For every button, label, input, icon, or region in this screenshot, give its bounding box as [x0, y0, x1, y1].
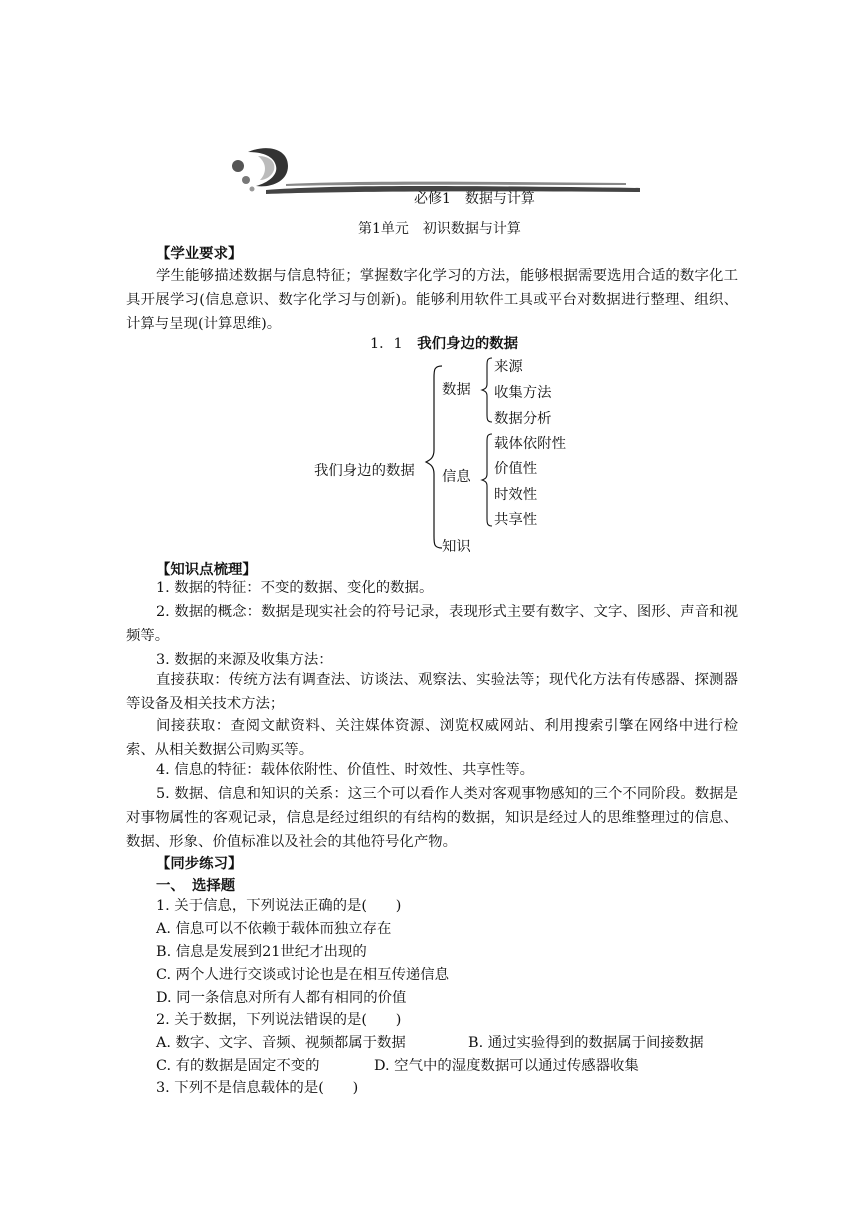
data-brace	[480, 356, 494, 424]
q3-stem: 3. 下列不是信息载体的是( )	[156, 1080, 359, 1096]
requirements-text: 学生能够描述数据与信息特征；掌握数字化学习的方法，能够根据需要选用合适的数字化工具开展学习(信息意识、数字化学习与创新)。能够利用软件工具或平台对数据进行整理、组织、计算与呈现(计算思维)。	[126, 268, 738, 332]
q2-option-b: B. 通过实验得到的数据属于间接数据	[468, 1035, 704, 1051]
info-child-carrier: 载体依附性	[494, 436, 566, 452]
knowledge-item-4: 4. 信息的特征：载体依附性、价值性、时效性、共享性等。	[156, 762, 535, 778]
info-child-value: 价值性	[494, 461, 538, 477]
info-child-sharing: 共享性	[494, 512, 538, 528]
mindmap-root: 我们身边的数据	[314, 463, 415, 479]
q1-option-a: A. 信息可以不依赖于载体而独立存在	[156, 921, 392, 937]
knowledge-item-5: 5. 数据、信息和知识的关系：这三个可以看作人类对客观事物感知的三个不同阶段。数据是对事物属性的客观记录，信息是经过组织的有结构的数据，知识是经过人的思维整理过的信息、数据、形象、价值标准以及社会的其他符号化产物。	[126, 786, 738, 850]
section-title: 我们身边的数据	[417, 336, 519, 352]
course-title: 必修1 数据与计算	[414, 191, 535, 207]
info-child-timeliness: 时效性	[494, 487, 538, 503]
q1-option-d: D. 同一条信息对所有人都有相同的价值	[156, 990, 407, 1006]
branch-information: 信息	[442, 469, 471, 485]
knowledge-item-2: 2. 数据的概念：数据是现实社会的符号记录，表现形式主要有数字、文字、图形、声音和视频等。	[126, 604, 738, 644]
requirements-heading: 【学业要求】	[156, 246, 243, 262]
q2-option-a: A. 数字、文字、音频、视频都属于数据	[156, 1035, 406, 1051]
q2-stem: 2. 关于数据，下列说法错误的是( )	[156, 1012, 402, 1028]
knowledge-heading: 【知识点梳理】	[156, 562, 257, 578]
knowledge-direct: 直接获取：传统方法有调查法、访谈法、观察法、实验法等；现代化方法有传感器、探测器等设备及相关技术方法；	[126, 672, 738, 712]
q1-stem: 1. 关于信息，下列说法正确的是( )	[156, 898, 402, 914]
data-child-source: 来源	[494, 359, 523, 375]
q1-option-b: B. 信息是发展到21世纪才出现的	[156, 944, 367, 960]
section-number: 1．1	[370, 336, 403, 352]
knowledge-item-3: 3. 数据的来源及收集方法：	[156, 652, 333, 668]
information-brace	[480, 432, 494, 528]
q2-option-c: C. 有的数据是固定不变的	[156, 1058, 320, 1074]
branch-knowledge: 知识	[442, 539, 471, 555]
practice-subheading: 一、 选择题	[156, 878, 236, 894]
knowledge-indirect: 间接获取：查阅文献资料、关注媒体资源、浏览权威网站、利用搜索引擎在网络中进行检索、从相关数据公司购买等。	[126, 718, 738, 758]
unit-title: 第1单元 初识数据与计算	[358, 221, 521, 237]
q1-option-c: C. 两个人进行交谈或讨论也是在相互传递信息	[156, 967, 450, 983]
practice-heading: 【同步练习】	[156, 856, 243, 872]
data-child-analysis: 数据分析	[494, 411, 552, 427]
root-brace	[424, 364, 444, 550]
data-child-collection: 收集方法	[494, 385, 552, 401]
section-heading	[370, 332, 518, 353]
knowledge-item-1: 1. 数据的特征：不变的数据、变化的数据。	[156, 580, 434, 596]
branch-data: 数据	[442, 382, 471, 398]
q2-option-d: D. 空气中的湿度数据可以通过传感器收集	[374, 1058, 639, 1074]
